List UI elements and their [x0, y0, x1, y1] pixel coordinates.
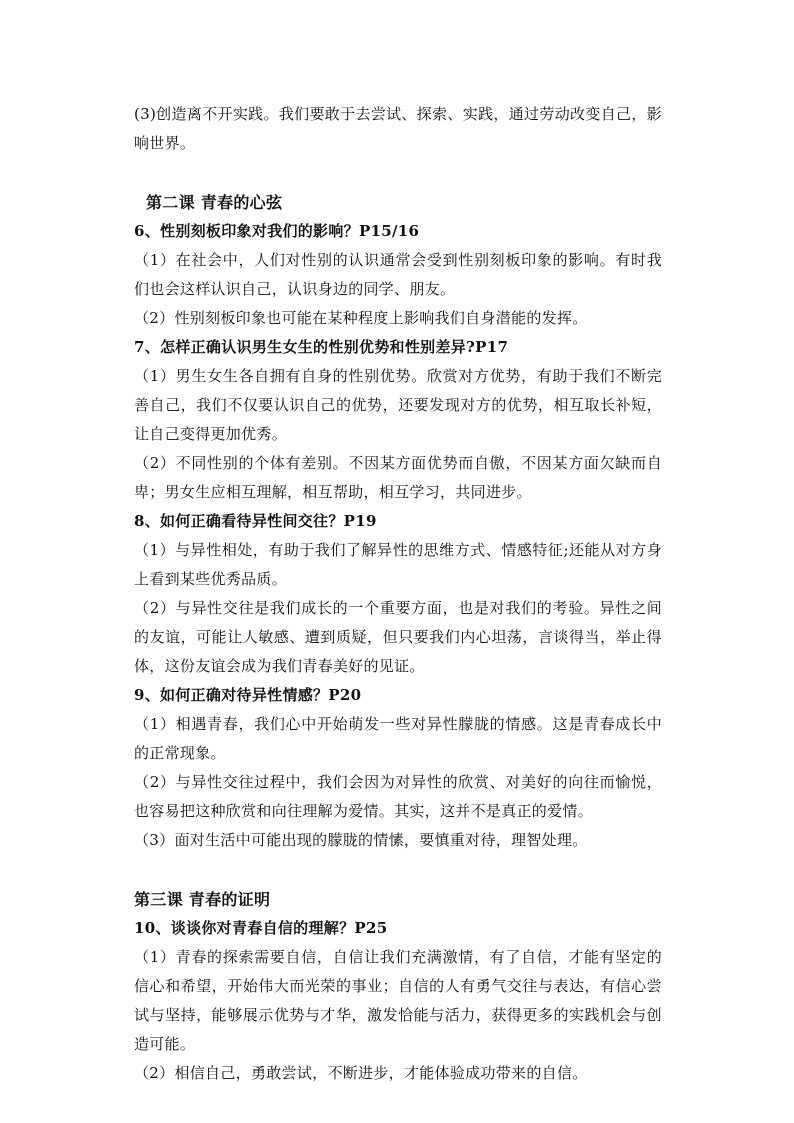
- question-8-item-2: （2）与异性交往是我们成长的一个重要方面，也是对我们的考验。异性之间的友谊，可能让人敏感、遭到质疑，但只要我们内心坦荡，言谈得当，举止得体，这份友谊会成为我们青春美好的见证。: [134, 599, 662, 675]
- question-9-title: 9、如何正确对待异性情感？P20: [134, 686, 362, 704]
- question-9-item-3: （3）面对生活中可能出现的朦胧的情愫，要慎重对待，理智处理。: [134, 831, 588, 849]
- question-7-item-2: （2）不同性别的个体有差别。不因某方面优势而自傲，不因某方面欠缺而自卑；男女生应相互理解，相互帮助，相互学习，共同进步。: [134, 454, 662, 501]
- intro-paragraph: (3)创造离不开实践。我们要敢于去尝试、探索、实践，通过劳动改变自己，影响世界。: [134, 105, 662, 152]
- question-6-item-1: （1）在社会中，人们对性别的认识通常会受到性别刻板印象的影响。有时我们也会这样认识自己，认识身边的同学、朋友。: [134, 251, 662, 298]
- question-8-item-1: （1）与异性相处，有助于我们了解异性的思维方式、情感特征;还能从对方身上看到某些优秀品质。: [134, 541, 662, 588]
- question-9-item-1: （1）相遇青春，我们心中开始萌发一些对异性朦胧的情感。这是青春成长中的正常现象。: [134, 715, 662, 762]
- section-gap: [134, 855, 662, 885]
- section-gap: [134, 158, 662, 188]
- question-6-item-2: （2）性别刻板印象也可能在某种程度上影响我们自身潜能的发挥。: [134, 309, 588, 327]
- lesson-2-title: 第二课 青春的心弦: [146, 193, 283, 212]
- lesson-3-title: 第三课 青春的证明: [134, 890, 271, 909]
- question-7-item-1: （1）男生女生各自拥有自身的性别优势。欣赏对方优势，有助于我们不断完善自己，我们不仅要认识自己的优势，还要发现对方的优势，相互取长补短，让自己变得更加优秀。: [134, 367, 662, 443]
- question-7-title: 7、怎样正确认识男生女生的性别优势和性别差异?P17: [134, 338, 509, 356]
- question-6-title: 6、性别刻板印象对我们的影响？P15/16: [134, 222, 420, 240]
- document-body: [134, 100, 662, 1088]
- question-8-title: 8、如何正确看待异性间交往？P19: [134, 512, 377, 530]
- question-9-item-2: （2）与异性交往过程中，我们会因为对异性的欣赏、对美好的向往而愉悦，也容易把这种欣赏和向往理解为爱情。其实，这并不是真正的爱情。: [134, 773, 662, 820]
- question-10-item-2: （2）相信自己，勇敢尝试，不断进步，才能体验成功带来的自信。: [134, 1064, 588, 1082]
- question-10-item-1: （1）青春的探索需要自信，自信让我们充满激情，有了自信，才能有坚定的信心和希望，开始伟大而光荣的事业；自信的人有勇气交往与表达，有信心尝试与坚持，能够展示优势与才华，激发恰能与活力，获得更多的实践机会与创造可能。: [134, 948, 662, 1053]
- question-10-title: 10、谈谈你对青春自信的理解？P25: [134, 919, 388, 937]
